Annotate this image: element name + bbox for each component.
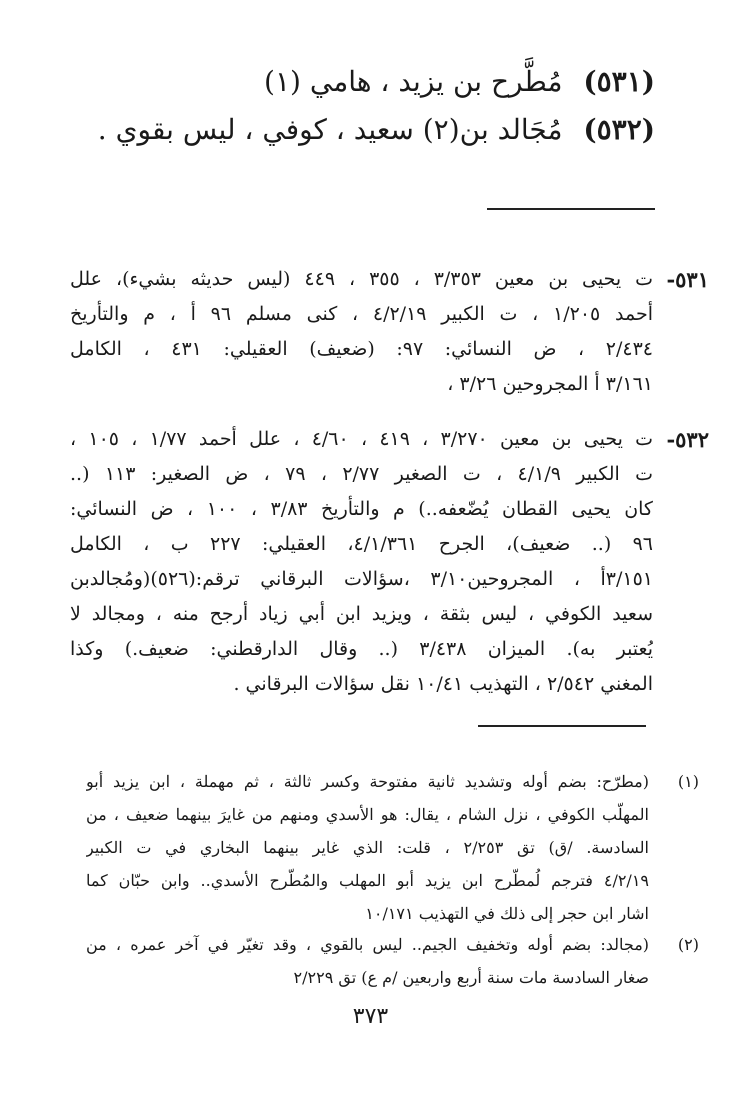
footnote-line: صغار السادسة مات سنة أربع واربعين /م ع) تق ٢/٢٢٩ [293, 968, 649, 987]
entry-text: مُجَالد بن(٢) سعيد ، كوفي ، ليس بقوي . [97, 113, 563, 146]
footnote-divider [478, 725, 646, 727]
footnote-2 [86, 928, 699, 994]
reference-line: ٢/٤٣٤ ، ض النسائي: ٩٧: (ضعيف) العقيلي: ٤٣١ ، الكامل [70, 338, 653, 360]
footnote-line: اشار ابن حجر إلى ذلك في التهذيب ١٠/١٧١ [365, 904, 649, 923]
reference-line: ٣/١٦١ أ المجروحين ٣/٢٦ ، [447, 373, 653, 395]
footnote-line: (مجالد: بضم أوله وتخفيف الجيم.. ليس بالقوي ، وقد تغيّر في آخر عمره ، من [86, 935, 649, 954]
footnote-number: (٢) [677, 935, 699, 954]
reference-line: أحمد ١/٢٠٥ ، ت الكبير ٤/٢/١٩ ، كنى مسلم ٩٦ أ ، م والتأريخ [70, 303, 653, 325]
entry-532 [60, 104, 655, 156]
footnote-line: السادسة. /ق) تق ٢/٢٥٣ ، قلت: الذي غاير بينهما البخاري في ت الكبير [86, 838, 649, 857]
entry-number: (٥٣٢) [583, 113, 655, 146]
reference-line: المغني ٢/٥٤٢ ، التهذيب ١٠/٤١ نقل سؤالات البرقاني . [233, 673, 653, 695]
entry-text: مُطَّرح بن يزيد ، هامي (١) [264, 65, 563, 98]
reference-line: ت يحيى بن معين ٣/٢٧٠ ، ٤١٩ ، ٤/٦٠ ، علل أحمد ١/٧٧ ، ١٠٥ ، [70, 428, 653, 450]
reference-line: يُعتبر به). الميزان ٣/٤٣٨ (.. وقال الدارقطني: ضعيف.) وكذا [70, 638, 653, 660]
footnote-line: ٤/٢/١٩ فترجم لُمطّرح ابن يزيد أبو المهلب والمُطّرح الأسدي.. وابن حبّان كما [86, 871, 649, 890]
footnote-1 [86, 765, 699, 930]
reference-line: ت يحيى بن معين ٣/٣٥٣ ، ٣٥٥ ، ٤٤٩ (ليس حديثه بشيء)، علل [70, 268, 653, 290]
footnote-line: (مطرّح: بضم أوله وتشديد ثانية مفتوحة وكسر ثالثة ، ثم مهملة ، ابن يزيد أبو [86, 772, 649, 791]
footnote-line: المهلّب الكوفي ، نزل الشام ، يقال: هو الأسدي ومنهم من غايرَ بينهما ضعيف ، من [86, 805, 649, 824]
reference-line: كان يحيى القطان يُضّعفه..) م والتأريخ ٣/٨٣ ، ١٠٠ ، ض النسائي: [70, 498, 653, 520]
reference-number: ٥٣٢- [666, 427, 709, 452]
reference-line: ٩٦ (.. ضعيف)، الجرح ٤/١/٣٦١، العقيلي: ٢٢٧ ب ، الكامل [70, 533, 653, 555]
entry-number: (٥٣١) [583, 65, 655, 98]
reference-line: ت الكبير ٤/١/٩ ، ت الصغير ٢/٧٧ ، ٧٩ ، ض الصغير: ١١٣ (.. [70, 463, 653, 485]
reference-line: سعيد الكوفي ، ليس بثقة ، ويزيد ابن أبي زياد أرجح منه ، ومجالد لا [70, 603, 653, 625]
reference-line: ٣/١٥١أ ، المجروحين٣/١٠ ،سؤالات البرقاني ترقم:(٥٢٦)(ومُجالدبن [70, 568, 653, 590]
entry-531 [60, 56, 655, 108]
reference-531 [70, 262, 709, 402]
page-number: ٣٧٣ [352, 1004, 389, 1029]
section-divider [487, 208, 655, 210]
footnote-number: (١) [677, 772, 699, 791]
reference-532 [70, 422, 709, 702]
reference-number: ٥٣١- [666, 267, 709, 292]
